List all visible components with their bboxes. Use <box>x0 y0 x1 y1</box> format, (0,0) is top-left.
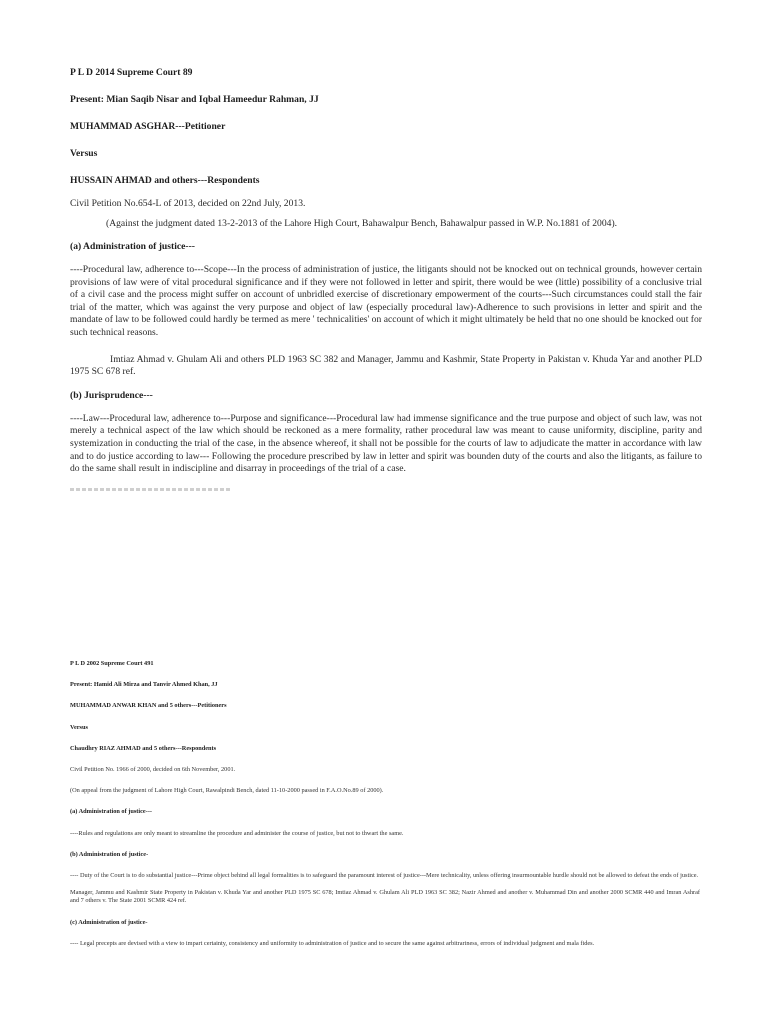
versus-label: Versus <box>70 148 98 159</box>
petition-details: Civil Petition No.654-L of 2013, decided on 22nd July, 2013. <box>70 198 306 209</box>
respondents: Chaudhry RIAZ AHMAD and 5 others---Respondents <box>70 744 217 752</box>
headnote-heading-a: (a) Administration of justice--- <box>70 808 153 816</box>
petitioner: MUHAMMAD ASGHAR---Petitioner <box>70 121 226 132</box>
petition-details: Civil Petition No. 1966 of 2000, decided on 6th November, 2001. <box>70 766 236 774</box>
page-cut-divider <box>70 488 230 491</box>
bench: Present: Hamid Ali Mirza and Tanvir Ahmed Khan, JJ <box>70 681 218 689</box>
headnote-paragraph-b: ----Law---Procedural law, adherence to---Purpose and significance---Procedural law had immense significance and the true purpose and object of such law, was not merely a technical aspect of the law which should be reckoned as a mere formality, rather procedural law was meant to cause uniformity, discipline, parity and systemization in conducting the trial of the case, in the absence whereof, it shall not be possible for the courts of law to adjudicate the matter in accordance with law and to do justice according to law--- Following the procedure prescribed by law in letter and spirit was bounden duty of the courts and also the litigants, as failure to do the same shall result in indiscipline and disarray in proceedings of the trial of a case. <box>70 412 702 475</box>
case-references-a: Imtiaz Ahmad v. Ghulam Ali and others PLD 1963 SC 382 and Manager, Jammu and Kashmir, State Property in Pakistan v. Khuda Yar and another PLD 1975 SC 678 ref. <box>70 353 702 378</box>
headnote-paragraph-a: ----Procedural law, adherence to---Scope---In the process of administration of justice, the litigants should not be knocked out on technical grounds, however certain provisions of law were of vital procedural significance and if they were not followed in letter and spirit, there would be wee (little) possibility of a conclusive trial of a civil case and the process might suffer on account of unbridled exercise of discretionary empowerment of the courts---Such circumstances could stall the fair trial of the matter, which was against the very purpose and object of law (especially procedural law)-Adherence to such provisions in letter and spirit and the mandate of law to be followed could hardly be termed as mere ' technicalities' on account of which it might ultimately be held that no one should be knocked out for such technical reasons. <box>70 264 702 338</box>
appeal-details: (Against the judgment dated 13-2-2013 of the Lahore High Court, Bahawalpur Bench, Bahawalpur passed in W.P. No.1881 of 2004). <box>106 218 618 229</box>
headnote-heading-b: (b) Administration of justice- <box>70 850 149 858</box>
judgment-pld-2014 <box>70 66 702 490</box>
headnote-heading-c: (c) Administration of justice- <box>70 918 148 926</box>
headnote-paragraph-c: ---- Legal precepts are devised with a view to impart certainty, consistency and uniformity to administration of justice and to secure the same against arbitrariness, errors of individual judgment and mala fides. <box>70 939 595 947</box>
headnote-heading-a: (a) Administration of justice--- <box>70 241 195 252</box>
petitioners: MUHAMMAD ANWAR KHAN and 5 others---Petitioners <box>70 702 227 710</box>
headnote-heading-b: (b) Jurisprudence--- <box>70 389 153 401</box>
versus-label: Versus <box>70 723 88 731</box>
bench: Present: Mian Saqib Nisar and Iqbal Hameedur Rahman, JJ <box>70 94 319 105</box>
citation: P L D 2014 Supreme Court 89 <box>70 67 193 78</box>
headnote-paragraph-b: ---- Duty of the Court is to do substantial justice---Prime object behind all legal formalities is to safeguard the paramount interest of justice---Mere technicality, unless offering insurmountable hurdle should not be allowed to defeat the ends of justice. <box>70 872 699 880</box>
case-references-b: Manager, Jammu and Kashmir State Property in Pakistan v. Khuda Yar and another PLD 1975 SC 678; Imtiaz Ahmad v. Ghulam Ali PLD 1963 SC 382; Nazir Ahmed and another v. Muhammad Din and another 2000 SCMR 440 and Imran Ashraf and 7 others v. The State 2001 SCMR 424 ref. <box>70 889 700 905</box>
headnote-paragraph-a: ----Rules and regulations are only meant to streamline the procedure and administer the course of justice, but not to thwart the same. <box>70 829 404 837</box>
citation: P L D 2002 Supreme Court 491 <box>70 660 154 667</box>
appeal-details: (On appeal from the judgment of Lahore High Court, Rawalpindi Bench, dated 11-10-2000 passed in F.A.O.No.89 of 2000). <box>70 787 384 795</box>
judgment-pld-2002 <box>70 660 700 961</box>
respondents: HUSSAIN AHMAD and others---Respondents <box>70 175 260 186</box>
